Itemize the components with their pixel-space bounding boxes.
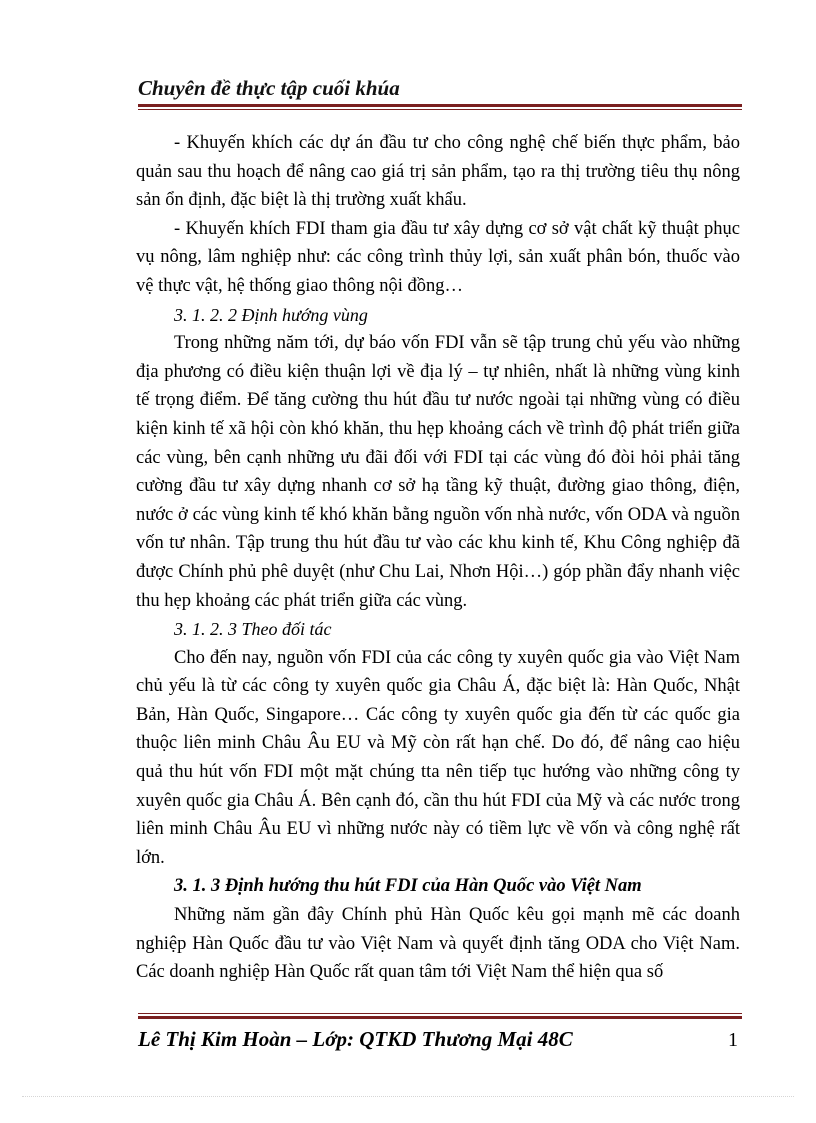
page-edge-divider <box>22 1096 794 1097</box>
body-paragraph: Trong những năm tới, dự báo vốn FDI vẫn sẽ tập trung chủ yếu vào những địa phương có điều kiện thuận lợi về địa lý – tự nhiên, nhất là những vùng kinh tế trọng điểm. Để tăng cường thu hút đầu tư nước ngoài tại những vùng có điều kiện kinh tế xã hội còn khó khăn, thu hẹp khoảng cách về trình độ phát triển giữa các vùng, bên cạnh những ưu đãi đối với FDI tại các vùng đó đòi hỏi phải tăng cường đầu tư xây dựng nhanh cơ sở hạ tầng kỹ thuật, đường giao thông, điện, nước ở các vùng kinh tế khó khăn bằng nguồn vốn nhà nước, vốn ODA và nguồn vốn tư nhân. Tập trung thu hút đầu tư vào các khu kinh tế, Khu Công nghiệp đã được Chính phủ phê duyệt (như Chu Lai, Nhơn Hội…) góp phần đẩy nhanh việc thu hẹp khoảng các phát triển giữa các vùng. <box>136 333 740 611</box>
section-heading: 3. 1. 3 Định hướng thu hút FDI của Hàn Quốc vào Việt Nam <box>174 876 642 897</box>
page-header <box>138 74 742 110</box>
footer-author: Lê Thị Kim Hoàn – Lớp: QTKD Thương Mại 48C <box>138 1027 573 1051</box>
bullet-paragraph: - Khuyến khích các dự án đầu tư cho công nghệ chế biến thực phẩm, bảo quản sau thu hoạch để nâng cao giá trị sản phẩm, tạo ra thị trường tiêu thụ nông sản ổn định, đặc biệt là thị trường xuất khẩu. <box>136 133 740 211</box>
document-title: Chuyên đề thực tập cuối khúa <box>138 76 400 100</box>
document-body <box>136 129 740 987</box>
footer-rule-thick <box>138 1016 742 1019</box>
bullet-paragraph: - Khuyến khích FDI tham gia đầu tư xây dựng cơ sở vật chất kỹ thuật phục vụ nông, lâm nghiệp như: các công trình thủy lợi, sản xuất phân bón, thuốc vào vệ thực vật, hệ thống giao thông nội đồng… <box>136 218 740 296</box>
subheading: 3. 1. 2. 2 Định hướng vùng <box>174 304 368 325</box>
header-rule-thin <box>138 109 742 110</box>
body-paragraph: Cho đến nay, nguồn vốn FDI của các công ty xuyên quốc gia vào Việt Nam chủ yếu là từ các công ty xuyên quốc gia Châu Á, đặc biệt là: Hàn Quốc, Nhật Bản, Hàn Quốc, Singapore… Các công ty xuyên quốc gia đến từ các quốc gia thuộc liên minh Châu Âu EU và Mỹ còn rất hạn chế. Do đó, để nâng cao hiệu quả thu hút vốn FDI một mặt chúng tta nên tiếp tục hướng vào những công ty xuyên quốc gia Châu Á. Bên cạnh đó, cần thu hút FDI của Mỹ và các nước trong liên minh Châu Âu EU vì những nước này có tiềm lực về vốn và công nghệ rất lớn. <box>136 647 740 868</box>
body-paragraph: Những năm gần đây Chính phủ Hàn Quốc kêu gọi mạnh mẽ các doanh nghiệp Hàn Quốc đầu tư vào Việt Nam và quyết định tăng ODA cho Việt Nam. Các doanh nghiệp Hàn Quốc rất quan tâm tới Việt Nam thể hiện qua số <box>136 905 740 983</box>
page-footer <box>138 1013 742 1052</box>
header-rule-thick <box>138 104 742 107</box>
subheading: 3. 1. 2. 3 Theo đối tác <box>174 619 332 640</box>
footer-rule-thin <box>138 1013 742 1014</box>
footer-row <box>138 1027 742 1052</box>
page-number: 1 <box>728 1029 738 1051</box>
